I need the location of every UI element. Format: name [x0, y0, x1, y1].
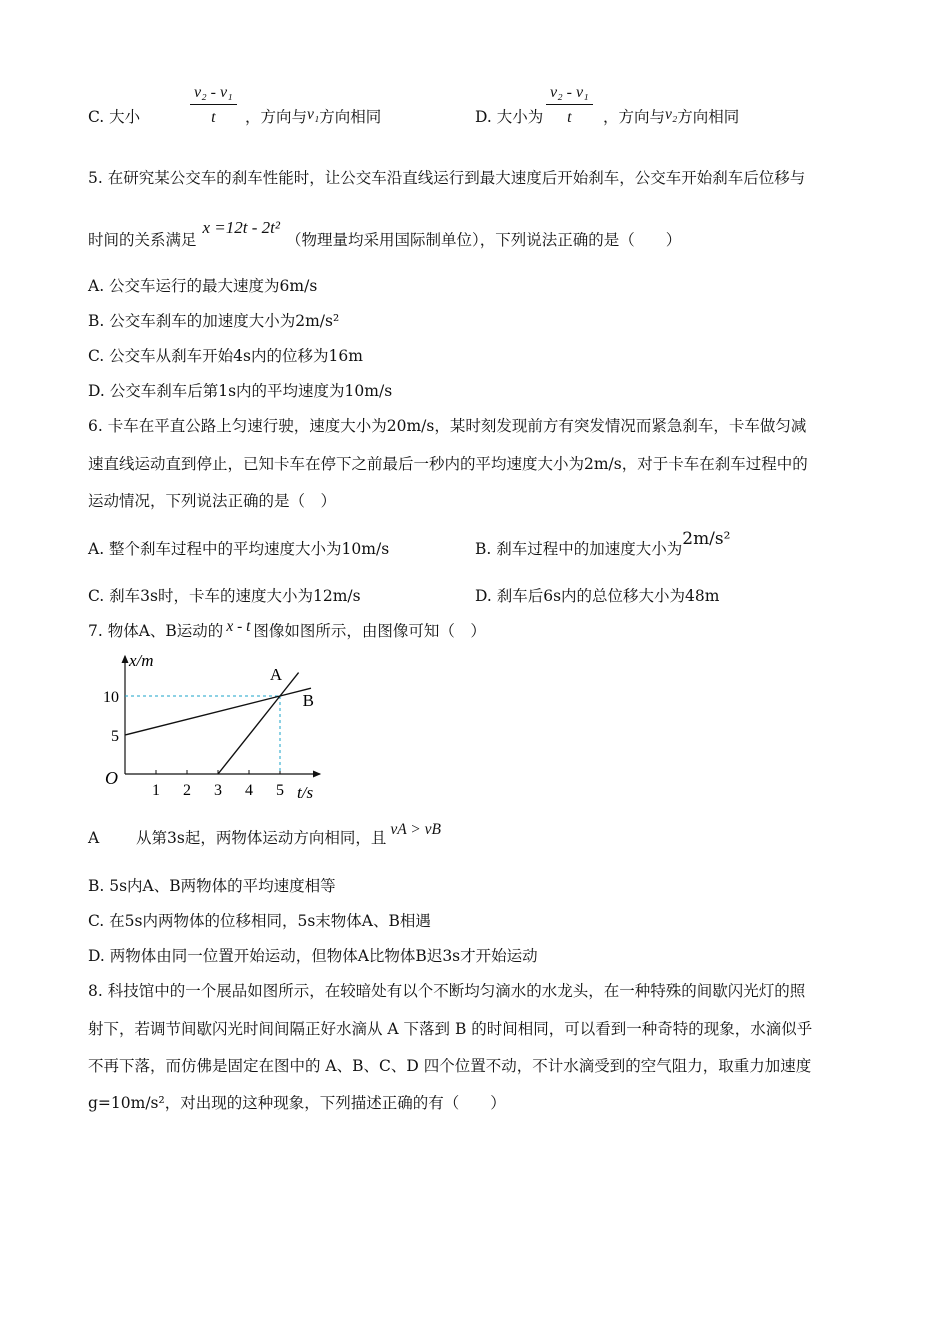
q6-opt-b-val: 2m/s²	[682, 529, 731, 549]
q5-option-a: A. 公交车运行的最大速度为6m/s	[88, 277, 318, 295]
q6-option-b	[475, 529, 731, 559]
x-tick-label: 3	[214, 782, 222, 799]
q7-opt-a-label: A	[88, 829, 100, 847]
q4-c-frac-num: v₂ - v₁	[190, 84, 237, 105]
q4-d-suffix-post: 方向相同	[677, 108, 740, 126]
q8-line1: 8. 科技馆中的一个展品如图所示，在较暗处有以个不断均匀滴水的水龙头，在一种特殊的间歇闪光灯的照	[88, 982, 806, 1000]
q6-line2: 速直线运动直到停止，已知卡车在停下之前最后一秒内的平均速度大小为2m/s，对于卡车在刹车过程中的	[88, 455, 808, 473]
origin-label: O	[105, 768, 118, 788]
q7-option-b: B. 5s内A、B两物体的平均速度相等	[88, 877, 336, 895]
q4-option-d	[475, 107, 543, 127]
q4-c-v1: v₁	[307, 106, 320, 123]
x-tick-label: 5	[276, 782, 284, 799]
q5-option-c: C. 公交车从刹车开始4s内的位移为16m	[88, 347, 363, 365]
y-tick-label: 5	[111, 728, 119, 745]
series-label-b: B	[302, 691, 314, 710]
q8-line2: 射下，若调节间歇闪光时间间隔正好水滴从 A 下落到 B 的时间相同，可以看到一种奇特的现象，水滴似乎	[88, 1020, 813, 1038]
series-line-b	[125, 688, 311, 735]
x-tick-label: 1	[152, 782, 160, 799]
q4-c-frac-den: t	[211, 109, 216, 126]
q7-opt-a-text: 从第3s起，两物体运动方向相同，且	[136, 829, 387, 847]
q6-option-c: C. 刹车3s时，卡车的速度大小为12m/s	[88, 587, 361, 605]
x-axis-label: t/s	[297, 783, 314, 800]
x-tick-label: 4	[245, 782, 253, 799]
q5-line2	[88, 218, 682, 250]
q5-option-d: D. 公交车刹车后第1s内的平均速度为10m/s	[88, 382, 393, 400]
q4-d-v2: v₂	[665, 106, 678, 123]
series-label-a: A	[269, 665, 283, 684]
q4-d-prefix: D. 大小为	[475, 108, 544, 126]
q4-c-suffix	[245, 107, 381, 128]
q7-option-d: D. 两物体由同一位置开始运动，但物体A比物体B迟3s才开始运动	[88, 947, 538, 965]
q4-d-fraction	[546, 84, 593, 127]
q4-c-prefix: C. 大小	[88, 108, 141, 126]
q8-line3: 不再下落，而仿佛是固定在图中的 A、B、C、D 四个位置不动，不计水滴受到的空气阻力，取重力加速度	[88, 1057, 812, 1075]
y-tick-label: 10	[103, 689, 119, 706]
series-line-a	[218, 673, 299, 774]
xt-graph	[96, 650, 336, 800]
q4-option-c	[88, 107, 140, 127]
q4-d-suffix	[603, 107, 739, 128]
q5-line2-post: （物理量均采用国际制单位），下列说法正确的是（ ）	[286, 231, 682, 249]
q4-c-suffix-pre: ，方向与	[245, 108, 308, 126]
q5-option-b: B. 公交车刹车的加速度大小为2m/s²	[88, 312, 340, 330]
q7-option-c: C. 在5s内两物体的位移相同，5s末物体A、B相遇	[88, 912, 431, 930]
q7-stem-post: 图像如图所示，由图像可知（ ）	[253, 622, 486, 640]
y-axis-label: x/m	[129, 651, 154, 670]
q5-line1: 5. 在研究某公交车的刹车性能时，让公交车沿直线运行到最大速度后开始刹车，公交车开始刹车后位移与	[88, 169, 806, 187]
q7-stem-var: x - t	[226, 618, 251, 635]
q7-opt-a-math: vA > vB	[390, 821, 441, 838]
q7-option-a	[88, 821, 441, 849]
q6-line1: 6. 卡车在平直公路上匀速行驶，速度大小为20m/s，某时刻发现前方有突发情况而紧急刹车，卡车做匀减	[88, 417, 807, 435]
q4-d-frac-den: t	[567, 109, 572, 126]
q7-stem	[88, 618, 486, 642]
q6-option-d: D. 刹车后6s内的总位移大小为48m	[475, 587, 720, 605]
q4-c-suffix-post: 方向相同	[319, 108, 382, 126]
q5-formula: x =12t - 2t²	[202, 218, 280, 237]
q5-line2-pre: 时间的关系满足	[88, 231, 197, 249]
q6-opt-b-text: B. 刹车过程中的加速度大小为	[475, 540, 683, 558]
q6-line3: 运动情况，下列说法正确的是（ ）	[88, 492, 337, 510]
q6-option-a: A. 整个刹车过程中的平均速度大小为10m/s	[88, 540, 390, 558]
q8-line4: g=10m/s²，对出现的这种现象，下列描述正确的有（ ）	[88, 1094, 506, 1112]
q4-d-frac-num: v₂ - v₁	[546, 84, 593, 105]
q4-c-fraction	[190, 84, 237, 127]
q7-stem-pre: 7. 物体A、B运动的	[88, 622, 224, 640]
x-tick-label: 2	[183, 782, 191, 799]
q4-d-suffix-pre: ，方向与	[603, 108, 666, 126]
